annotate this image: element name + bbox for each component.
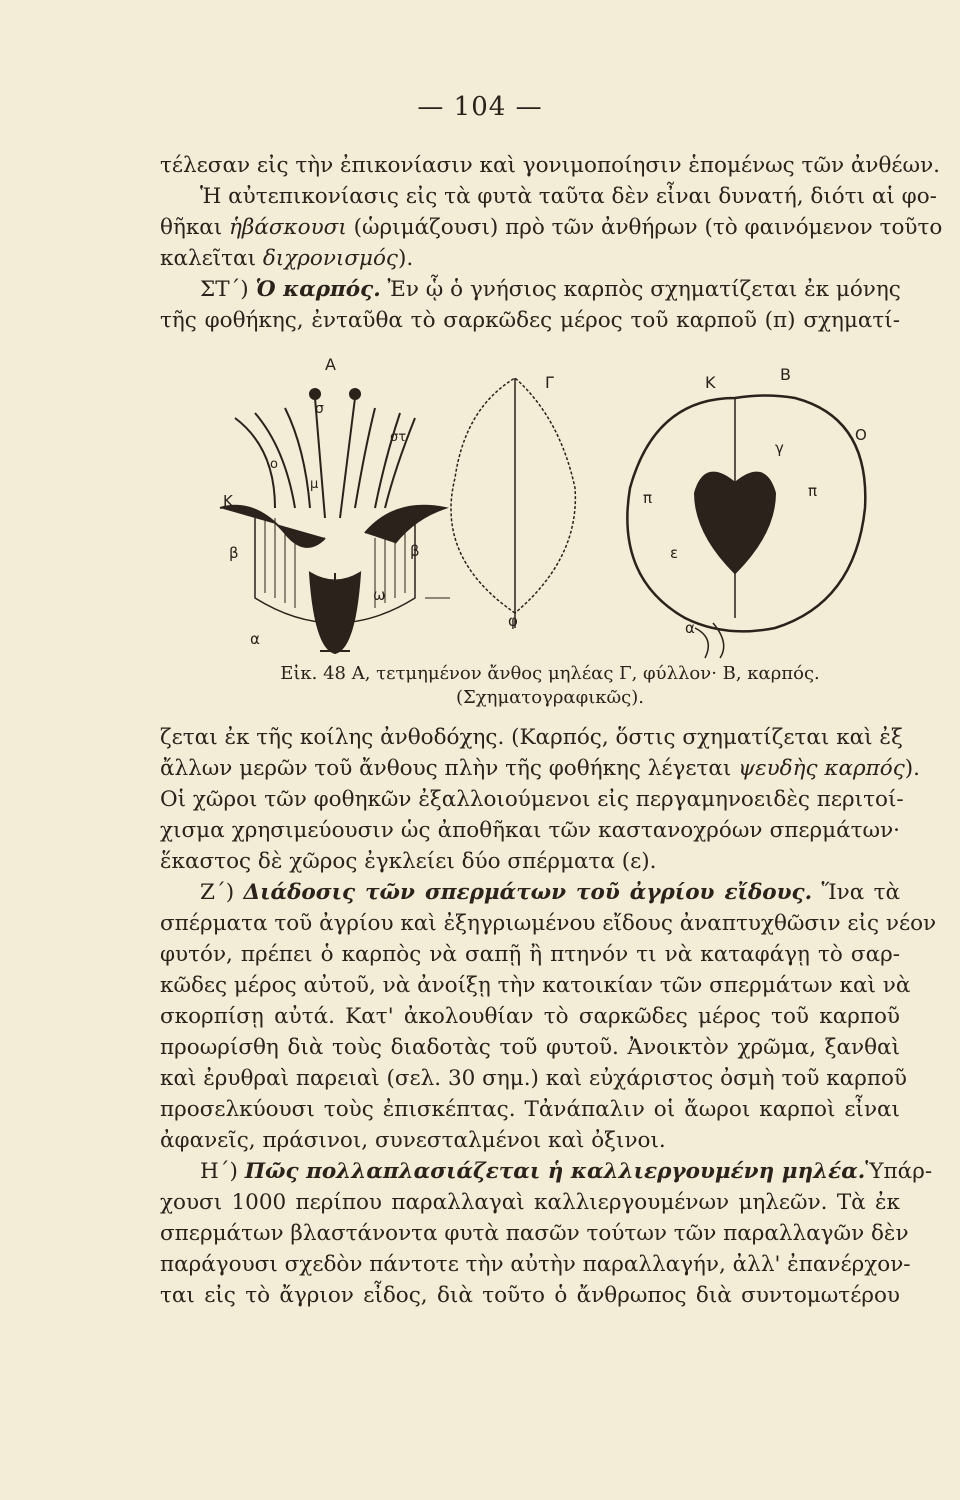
label-G: Γ <box>545 373 554 392</box>
label-gamma: γ <box>775 439 784 457</box>
section-title: Πῶς πολλαπλασιάζεται ἡ καλλιεργουμένη μηλέα. <box>244 1159 866 1184</box>
text-line: προσελκύουσι τοὺς ἐπισκέπτας. Τἀνάπαλιν οἱ ἄωροι καρποὶ εἶναι <box>160 1097 900 1122</box>
label-K: Κ <box>705 373 716 392</box>
section-title: Διάδοσις τῶν σπερμάτων τοῦ ἀγρίου εἴδους. <box>243 880 813 905</box>
text-line: Οἱ χῶροι τῶν φοθηκῶν ἐξαλλοιούμενοι εἰς περγαμηνοειδὲς περιτοί- <box>160 787 904 812</box>
label-sigma: σ <box>315 401 324 417</box>
label-fi: φ <box>508 612 518 630</box>
text-line: Ἡ αὐτεπικονίασις εἰς τὰ φυτὰ ταῦτα δὲν εἶναι δυνατή, διότι αἱ φο- <box>200 184 937 209</box>
label-alpha: α <box>250 630 260 648</box>
italic-term: ψευδὴς καρπός <box>738 756 905 781</box>
text-line: ζεται ἐκ τῆς κοίλης ἀνθοδόχης. (Καρπός, ὅστις σχηματίζεται καὶ ἐξ <box>160 725 903 750</box>
apple-flower-leaf-fruit-diagram <box>215 355 895 658</box>
text-line: ἕκαστος δὲ χῶρος ἐγκλείει δύο σπέρματα (ε). <box>160 849 657 874</box>
text-block-lower <box>160 722 937 1311</box>
label-K2: Κ <box>223 492 233 510</box>
label-epsilon: ε <box>670 544 679 562</box>
label-alpha2: α <box>685 619 695 637</box>
caption-line: (Σχηματογραφικῶς). <box>456 687 644 708</box>
text-line: σπέρματα τοῦ ἀγρίου καὶ ἐξηγριωμένου εἴδους ἀναπτυχθῶσιν εἰς νέον <box>160 911 937 936</box>
leaf-drawing <box>451 378 575 628</box>
label-A: Α <box>325 355 336 374</box>
label-omega: ω <box>373 586 386 604</box>
figure-48 <box>215 355 895 658</box>
text-line: θῆκαι ἡβάσκουσι (ὡριμάζουσι) πρὸ τῶν ἀνθήρων (τὸ φαινόμενον τοῦτο <box>160 215 943 240</box>
label-st: στ <box>390 430 407 445</box>
page-number: — 104 — <box>417 92 543 122</box>
apple-fruit-section <box>627 396 865 659</box>
text-line: ἀφανεῖς, πράσινοι, συνεσταλμένοι καὶ ὀξινοι. <box>160 1128 666 1153</box>
text-line: φυτόν, πρέπει ὁ καρπὸς νὰ σαπῇ ἢ πτηνόν τι νὰ καταφάγῃ τὸ σαρ- <box>160 942 900 967</box>
text-line: ἄλλων μερῶν τοῦ ἄνθους πλὴν τῆς φοθήκης λέγεται ψευδὴς καρπός). <box>160 756 920 781</box>
label-B: Β <box>780 365 791 384</box>
text-line: κῶδες μέρος αὐτοῦ, νὰ ἀνοίξῃ τὴν κατοικίαν τῶν σπερμάτων καὶ νὰ <box>160 973 911 998</box>
text-line: καλεῖται διχρονισμός). <box>160 246 414 271</box>
text-line: χισμα χρησιμεύουσιν ὡς ἀποθῆκαι τῶν καστανοχρόων σπερμάτων· <box>160 818 900 843</box>
section-heading-line: Ζ΄) Διάδοσις τῶν σπερμάτων τοῦ ἀγρίου εἴδους. Ἵνα τὰ <box>200 880 900 905</box>
italic-term: ἡβάσκουσι <box>229 215 347 240</box>
label-b1: β <box>229 544 239 562</box>
figure-caption <box>200 662 900 710</box>
label-o: ο <box>270 457 278 472</box>
italic-term: διχρονισμός <box>262 246 398 271</box>
text-line: ται εἰς τὸ ἄγριον εἶδος, διὰ τοῦτο ὁ ἄνθρωπος διὰ συντομωτέρου <box>160 1283 900 1308</box>
text-line: τέλεσαν εἰς τὴν ἐπικονίασιν καὶ γονιμοποίησιν ἑπομένως τῶν ἀνθέων. <box>160 153 940 178</box>
text-line: χουσι 1000 περίπου παραλλαγαὶ καλλιεργουμένων μηλεῶν. Τὰ ἐκ <box>160 1190 900 1215</box>
text-line: σκορπίσῃ αὐτά. Κατ' ἀκολουθίαν τὸ σαρκῶδες μέρος τοῦ καρποῦ <box>160 1004 900 1029</box>
section-title: Ὁ καρπός. <box>255 277 381 302</box>
flower-section <box>220 389 450 653</box>
label-pi-left: π <box>643 489 653 507</box>
section-heading-line: ΣΤ΄) Ὁ καρπός. Ἐν ᾧ ὁ γνήσιος καρπὸς σχηματίζεται ἐκ μόνης <box>200 277 901 302</box>
text-line: σπερμάτων βλαστάνοντα φυτὰ πασῶν τούτων τῶν παραλλαγῶν δὲν <box>160 1221 909 1246</box>
section-heading-line: Η΄) Πῶς πολλαπλασιάζεται ἡ καλλιεργουμένη μηλέα.Ὑπάρ- <box>200 1159 933 1184</box>
label-mu: μ <box>310 477 319 492</box>
text-line: τῆς φοθήκης, ἐνταῦθα τὸ σαρκῶδες μέρος τοῦ καρποῦ (π) σχηματί- <box>160 308 900 333</box>
label-b2: β <box>410 542 420 560</box>
label-O: Ο <box>855 426 867 444</box>
caption-line: Εἰκ. 48 Α, τετμημένον ἄνθος μηλέας Γ, φύλλον· Β, καρπός. <box>280 663 820 684</box>
text-line: καὶ ἐρυθραὶ παρειαὶ (σελ. 30 σημ.) καὶ εὐχάριστος ὀσμὴ τοῦ καρποῦ <box>160 1066 907 1091</box>
text-block-upper <box>160 150 943 336</box>
label-pi-right: π <box>808 482 818 500</box>
text-line: παράγουσι σχεδὸν πάντοτε τὴν αὐτὴν παραλλαγήν, ἀλλ' ἐπανέρχον- <box>160 1252 911 1277</box>
text-line: προωρίσθη διὰ τοὺς διαδοτὰς τοῦ φυτοῦ. Ἀνοικτὸν χρῶμα, ξανθαὶ <box>160 1035 900 1060</box>
